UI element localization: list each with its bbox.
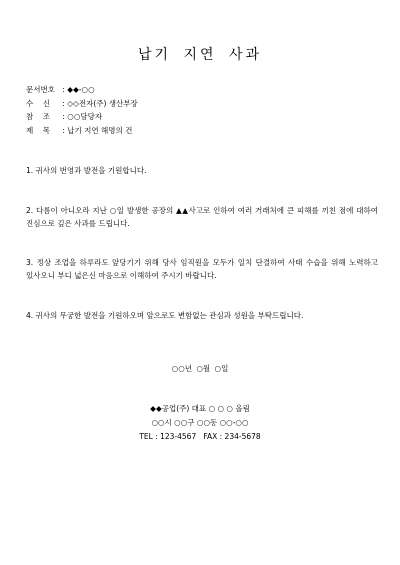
paragraph-4: 4. 귀사의 무궁한 발전을 기원하오며 앞으로도 변함없는 관심과 성원을 부탁드립니다. — [26, 311, 304, 320]
sender-address: ○○시 ○○구 ○○동 ○○-○○ — [151, 418, 249, 427]
meta-value: ◆◆-○○ — [67, 85, 95, 95]
meta-row-doc-number — [26, 83, 138, 97]
document-meta — [26, 83, 138, 137]
meta-row-reference — [26, 110, 138, 124]
sender-contact: TEL : 123-4567 FAX : 234-5678 — [139, 432, 261, 441]
paragraph-3: 3. 정상 조업을 하루라도 앞당기기 위해 당사 임직원을 모두가 일치 단결하여 사태 수습을 위해 노력하고 있사오니 부디 넓은신 마음으로 이해하여 주시기 바랍니다. — [26, 258, 378, 280]
meta-key: 참 조 — [26, 112, 51, 122]
document-date: ○○년 ○월 ○일 — [171, 364, 229, 373]
meta-value: ○○담당자 — [67, 112, 103, 122]
meta-key: 제 목 — [26, 125, 51, 135]
paragraph-1: 1. 귀사의 번영과 발전을 기원합니다. — [26, 166, 147, 175]
meta-separator: : — [60, 125, 68, 135]
meta-separator: : — [60, 112, 68, 122]
meta-row-recipient — [26, 97, 138, 111]
meta-key: 문서번호 — [26, 85, 55, 95]
meta-separator: : — [60, 85, 68, 95]
meta-separator: : — [60, 98, 68, 108]
document-title: 납기 지연 사과 — [137, 47, 263, 63]
meta-key: 수 신 — [26, 98, 51, 108]
meta-value: 납기 지연 해명의 건 — [67, 125, 133, 135]
meta-row-subject — [26, 124, 138, 138]
sender-block — [0, 402, 400, 444]
meta-value: ◇◇전자(주) 생산부장 — [67, 98, 138, 108]
paragraph-2: 2. 다름이 아니오라 지난 ○일 발생한 공장의 ▲▲사고로 인하여 여러 거래처에 큰 피해를 끼친 점에 대하여 진심으로 깊은 사과를 드립니다. — [26, 206, 378, 228]
sender-company: ◆◆공업(주) 대표 ○ ○ ○ 올림 — [150, 404, 250, 413]
